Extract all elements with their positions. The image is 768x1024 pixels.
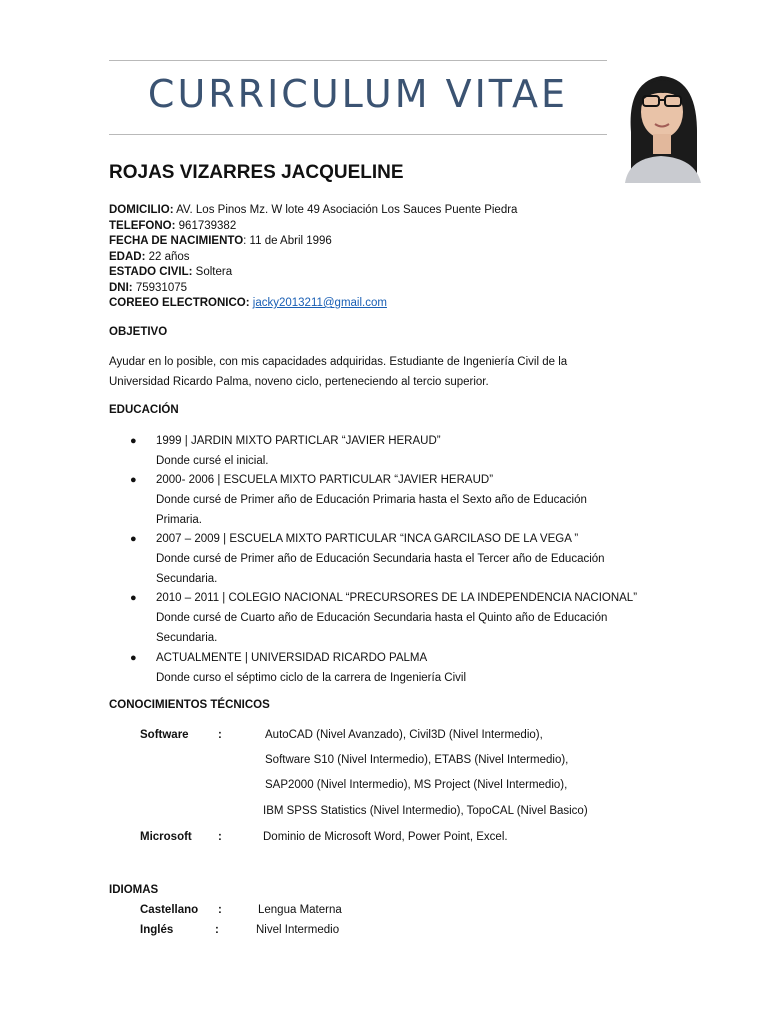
languages-heading: IDIOMAS	[109, 884, 159, 896]
education-item: ● ACTUALMENTE | UNIVERSIDAD RICARDO PALMA Donde curso el séptimo ciclo de la carrera de Ingeniería Civil	[130, 648, 640, 688]
info-telefono: TELEFONO: 961739382	[109, 219, 237, 232]
skills-heading: CONOCIMIENTOS TÉCNICOS	[109, 699, 270, 711]
education-item: ● 2007 – 2009 | ESCUELA MIXTO PARTICULAR “INCA GARCILASO DE LA VEGA ” Donde cursé de Primer año de Educación Secundaria hasta el Tercer año de Educación Secundaria.	[130, 529, 640, 589]
bullet-icon: ●	[130, 652, 137, 664]
software-line: Software S10 (Nivel Intermedio), ETABS (Nivel Intermedio),	[265, 754, 569, 766]
education-item: ● 2000- 2006 | ESCUELA MIXTO PARTICULAR “JAVIER HERAUD” Donde cursé de Primer año de Educación Primaria hasta el Sexto año de Educación Primaria.	[130, 470, 640, 530]
objective-heading: OBJETIVO	[109, 326, 168, 338]
info-edad: EDAD: 22 años	[109, 250, 190, 263]
bullet-icon: ●	[130, 592, 137, 604]
info-fecha-nacimiento: FECHA DE NACIMIENTO: 11 de Abril 1996	[109, 235, 332, 247]
language-level: Lengua Materna	[258, 904, 342, 916]
info-email: COREEO ELECTRONICO: jacky2013211@gmail.com	[109, 297, 387, 309]
bullet-icon: ●	[130, 435, 137, 447]
software-line: IBM SPSS Statistics (Nivel Intermedio), TopoCAL (Nivel Basico)	[263, 805, 588, 817]
personal-info	[109, 203, 517, 312]
profile-photo	[617, 62, 706, 183]
bullet-icon: ●	[130, 533, 137, 545]
software-label: Software	[140, 729, 189, 741]
microsoft-colon: :	[218, 831, 222, 843]
software-line: SAP2000 (Nivel Intermedio), MS Project (Nivel Intermedio),	[265, 779, 568, 791]
education-heading: EDUCACIÓN	[109, 404, 179, 416]
language-colon: :	[218, 904, 222, 916]
language-label: Castellano	[140, 904, 199, 916]
portrait-illustration	[617, 62, 706, 183]
software-line: AutoCAD (Nivel Avanzado), Civil3D (Nivel Intermedio),	[265, 729, 543, 741]
language-label: Inglés	[140, 924, 174, 936]
info-domicilio: DOMICILIO: AV. Los Pinos Mz. W lote 49 Asociación Los Sauces Puente Piedra	[109, 204, 518, 216]
microsoft-value: Dominio de Microsoft Word, Power Point, Excel.	[263, 831, 508, 843]
bullet-icon: ●	[130, 474, 137, 486]
top-rule	[109, 60, 607, 61]
language-colon: :	[215, 924, 219, 936]
microsoft-label: Microsoft	[140, 831, 192, 843]
page-title: CURRICULUM VITAE	[147, 72, 569, 116]
info-estado-civil: ESTADO CIVIL: Soltera	[109, 266, 233, 278]
title-underline	[109, 134, 607, 135]
email-link[interactable]: jacky2013211@gmail.com	[252, 297, 387, 309]
education-item: ● 2010 – 2011 | COLEGIO NACIONAL “PRECURSORES DE LA INDEPENDENCIA NACIONAL” Donde cursé de Cuarto año de Educación Secundaria hasta el Quinto año de Educación Secundaria.	[130, 588, 640, 648]
software-colon: :	[218, 729, 222, 741]
candidate-name: ROJAS VIZARRES JACQUELINE	[109, 162, 404, 183]
info-dni: DNI: 75931075	[109, 281, 188, 294]
language-level: Nivel Intermedio	[256, 924, 340, 936]
objective-text: Ayudar en lo posible, con mis capacidades adquiridas. Estudiante de Ingeniería Civil de la Universidad Ricardo Palma, noveno ciclo, perteneciendo al tercio superior.	[109, 356, 568, 388]
education-item: ● 1999 | JARDIN MIXTO PARTICLAR “JAVIER HERAUD” Donde cursé el inicial.	[130, 431, 640, 471]
